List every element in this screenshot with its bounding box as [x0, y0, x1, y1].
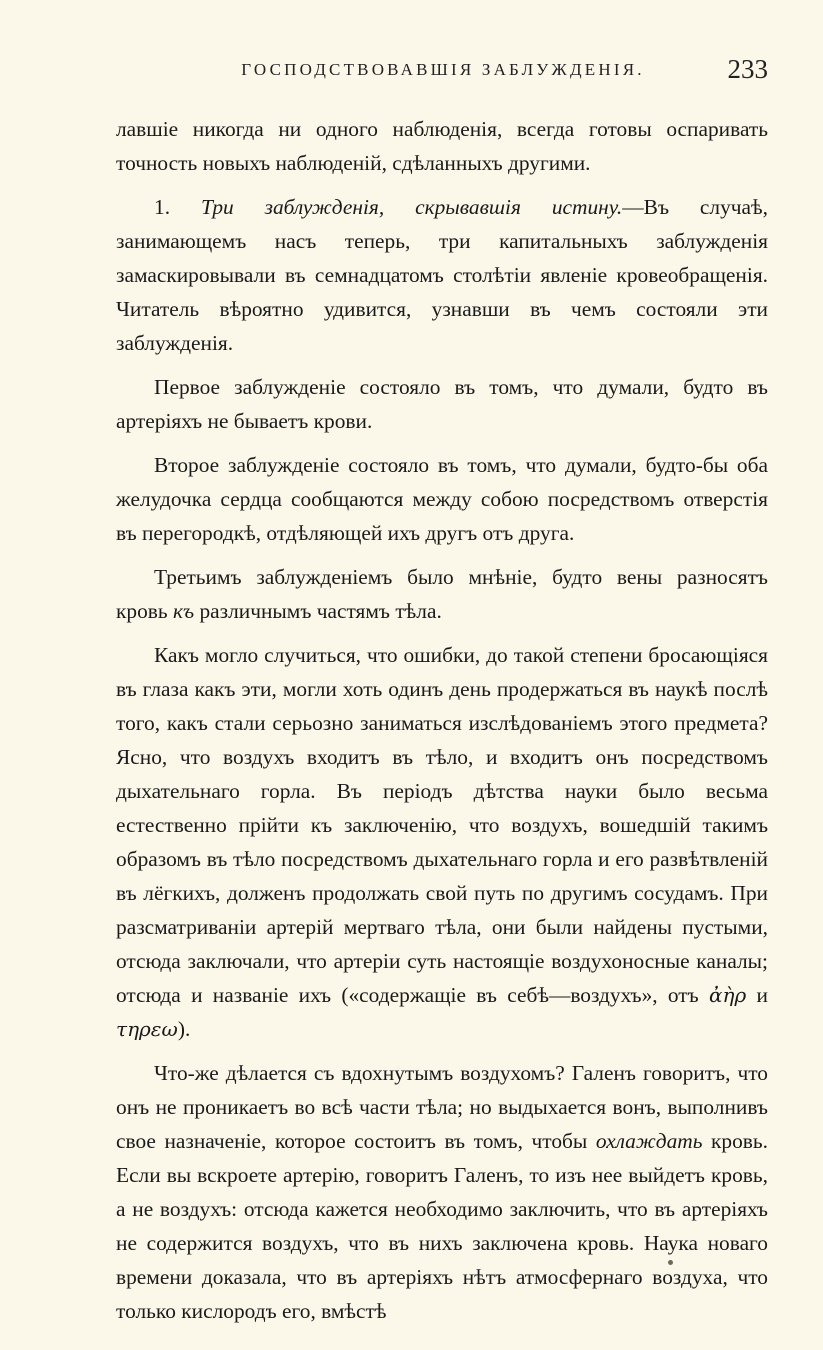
paragraph-text: Что-же дѣлается съ вдохнутымъ воздухомъ? Галенъ говоритъ, что онъ не проникаетъ во всѣ части тѣла; но выдыхается вонъ, выполнивъ свое назначеніе, которое состоитъ въ томъ, чтобы	[116, 1061, 768, 1153]
paragraph-text: лавшіе никогда ни одного наблюденія, всегда готовы оспаривать точность новыхъ наблюденій, сдѣланныхъ другими.	[116, 117, 768, 175]
paragraph-text: различнымъ частямъ тѣла.	[194, 599, 442, 623]
section-number: 1.	[154, 195, 171, 219]
paragraph-first-error	[116, 370, 768, 438]
paragraph-text: ).	[177, 1017, 191, 1041]
body-text	[116, 112, 768, 1338]
paragraph-second-error	[116, 448, 768, 550]
italic-word: къ	[173, 599, 195, 623]
paragraph-text: Второе заблужденіе состояло въ томъ, что думали, будто-бы оба желудочка сердца сообщаются между собою посредствомъ отверстія въ перегородкѣ, отдѣляющей ихъ другъ отъ друга.	[116, 453, 768, 545]
paragraph-text: Третьимъ заблужденіемъ было мнѣніе, будто вены разносятъ кровь	[116, 565, 768, 623]
paragraph-explanation	[116, 638, 768, 1046]
running-title: ГОСПОДСТВОВАВШІЯ ЗАБЛУЖДЕНІЯ.	[241, 60, 645, 79]
paragraph-continued	[116, 112, 768, 180]
italic-word: охлаждать	[595, 1129, 703, 1153]
page-header	[118, 54, 768, 86]
paragraph-galen	[116, 1056, 768, 1328]
greek-word-tereo: τηρεω	[116, 1017, 178, 1041]
greek-word-aer: ἀὴρ	[709, 983, 747, 1007]
page-number: 233	[727, 54, 768, 84]
conjunction: и	[746, 983, 768, 1007]
paragraph-text: кровь. Если вы вскроете артерію, говоритъ Галенъ, то изъ нее выйдетъ кровь, а не воздухъ: отсюда кажется необходимо заключить, что въ артеріяхъ не содержится воздухъ, что въ нихъ заключена кровь. Наука новаго времени доказала, что въ артеріяхъ нѣтъ атмосфернаго воздуха, что только кислородъ его, вмѣстѣ	[116, 1129, 768, 1323]
paragraph-section-1	[116, 190, 768, 360]
paragraph-text: Какъ могло случиться, что ошибки, до такой степени бросающіяся въ глаза какъ эти, могли хоть одинъ день продержаться въ наукѣ послѣ того, какъ стали серьозно заниматься изслѣдованіемъ этого предмета? Ясно, что воздухъ входитъ въ тѣло, и входитъ онъ посредствомъ дыхательнаго горла. Въ періодъ дѣтства науки было весьма естественно прійти къ заключенію, что воздухъ, вошедшій такимъ образомъ въ тѣло посредствомъ дыхательнаго горла и его развѣтвленій въ лёгкихъ, долженъ продолжать свой путь по другимъ сосудамъ. При разсматриваніи артерій мертваго тѣла, они были найдены пустыми, отсюда заключали, что артеріи суть настоящіе воздухоносные каналы; отсюда и названіе ихъ («содержащіе въ себѣ—воздухъ», отъ	[116, 643, 768, 1007]
section-title: Три заблужденія, скрывавшія истину.	[200, 195, 623, 219]
paragraph-text: Первое заблужденіе состояло въ томъ, что думали, будто въ артеріяхъ не бываетъ крови.	[116, 375, 768, 433]
printing-speck	[668, 1260, 673, 1265]
paragraph-third-error	[116, 560, 768, 628]
paragraph-text: —Въ случаѣ, занимающемъ насъ теперь, три капитальныхъ заблужденія замаскировывали въ семнадцатомъ столѣтіи явленіе кровеобращенія. Читатель вѣроятно удивится, узнавши въ чемъ состояли эти заблужденія.	[116, 195, 768, 355]
